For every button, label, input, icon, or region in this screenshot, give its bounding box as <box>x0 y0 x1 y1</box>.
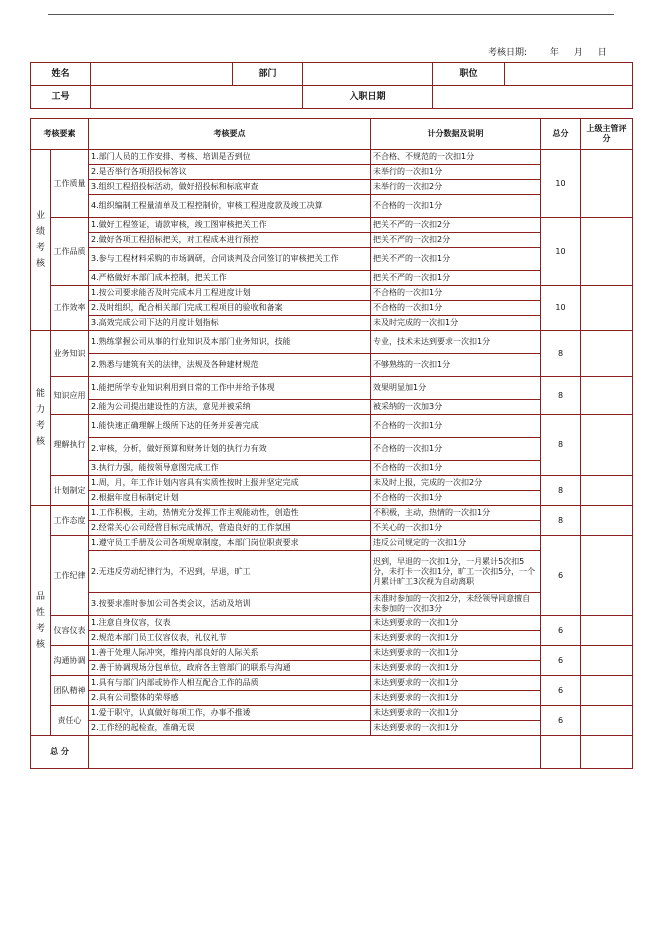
group-label: 知识应用 <box>51 377 89 415</box>
rule-cell: 不合格的一次扣1分 <box>371 195 541 218</box>
rule-cell: 把关不严的一次扣2分 <box>371 233 541 248</box>
group-score: 8 <box>541 377 581 415</box>
table-row <box>31 415 633 438</box>
rule-cell: 把关不严的一次扣1分 <box>371 248 541 271</box>
category-performance: 业绩考核 <box>31 150 51 331</box>
supervisor-score-input[interactable] <box>581 506 633 536</box>
group-label: 责任心 <box>51 706 89 736</box>
employee-info-table <box>30 62 633 109</box>
rule-cell: 未准时参加的一次扣2分，未经领导同意擅自未参加的一次扣3分 <box>371 593 541 616</box>
rule-cell: 不合格的一次扣1分 <box>371 491 541 506</box>
rule-cell: 把关不严的一次扣2分 <box>371 218 541 233</box>
header-score: 总分 <box>541 119 581 150</box>
point-cell: 2.审核，分析，做好预算和财务计划的执行力有效 <box>89 438 371 461</box>
header-points: 考核要点 <box>89 119 371 150</box>
header-supervisor: 上级主管评分 <box>581 119 633 150</box>
rule-cell: 不合格的一次扣1分 <box>371 438 541 461</box>
rule-cell: 违反公司规定的一次扣1分 <box>371 536 541 551</box>
supervisor-score-input[interactable] <box>581 415 633 476</box>
name-label: 姓名 <box>31 63 91 86</box>
category-ability: 能力考核 <box>31 331 51 506</box>
table-row <box>31 676 633 691</box>
rule-cell: 未及时上报，完成的一次扣2分 <box>371 476 541 491</box>
group-score: 6 <box>541 646 581 676</box>
point-cell: 2.根据年度目标制定计划 <box>89 491 371 506</box>
group-label: 仪容仪表 <box>51 616 89 646</box>
rule-cell: 不合格的一次扣1分 <box>371 301 541 316</box>
point-cell: 2.熟悉与建筑有关的法律，法规及各种建材规范 <box>89 354 371 377</box>
rule-cell: 不合格的一次扣1分 <box>371 415 541 438</box>
point-cell: 1.工作积极，主动，热情充分发挥工作主观能动性，创造性 <box>89 506 371 521</box>
table-row <box>31 150 633 165</box>
rule-cell: 未达到要求的一次扣1分 <box>371 661 541 676</box>
group-score: 8 <box>541 331 581 377</box>
category-quality: 品性考核 <box>31 506 51 736</box>
table-row <box>31 331 633 354</box>
table-row <box>31 646 633 661</box>
group-score: 6 <box>541 676 581 706</box>
group-label: 工作效率 <box>51 286 89 331</box>
date-label: 考核日期: <box>488 48 528 58</box>
point-cell: 2.做好各项工程招标把关，对工程成本进行预控 <box>89 233 371 248</box>
rule-cell: 未举行的一次扣1分 <box>371 165 541 180</box>
point-cell: 1.具有与部门内部或协作人相互配合工作的品质 <box>89 676 371 691</box>
group-score: 8 <box>541 415 581 476</box>
table-row <box>31 218 633 233</box>
name-value[interactable] <box>91 63 233 86</box>
dept-label: 部门 <box>233 63 303 86</box>
rule-cell: 未达到要求的一次扣1分 <box>371 706 541 721</box>
table-row <box>31 616 633 631</box>
assessment-date <box>488 45 609 58</box>
point-cell: 3.执行力强，能按领导意图完成工作 <box>89 461 371 476</box>
group-label: 计划制定 <box>51 476 89 506</box>
group-label: 业务知识 <box>51 331 89 377</box>
total-supervisor-score[interactable] <box>581 736 633 769</box>
table-row <box>31 377 633 400</box>
supervisor-score-input[interactable] <box>581 646 633 676</box>
point-cell: 2.无违反劳动纪律行为，不迟到，早退，旷工 <box>89 551 371 593</box>
group-score: 6 <box>541 616 581 646</box>
total-row <box>31 736 633 769</box>
table-row <box>31 286 633 301</box>
point-cell: 4.严格做好本部门成本控制，把关工作 <box>89 271 371 286</box>
group-score: 8 <box>541 506 581 536</box>
rule-cell: 未达到要求的一次扣1分 <box>371 691 541 706</box>
supervisor-score-input[interactable] <box>581 706 633 736</box>
rule-cell: 未达到要求的一次扣1分 <box>371 676 541 691</box>
group-label: 工作品质 <box>51 218 89 286</box>
rule-cell: 不够熟练的一次扣1分 <box>371 354 541 377</box>
point-cell: 3.高效完成公司下达的月度计划指标 <box>89 316 371 331</box>
supervisor-score-input[interactable] <box>581 331 633 377</box>
rule-cell: 迟到，早退的一次扣1分，一月累计5次扣5分，未打卡一次扣1分，旷工一次扣5分，一个月累计旷工3次视为自动离职 <box>371 551 541 593</box>
rule-cell: 被采纳的一次加3分 <box>371 400 541 415</box>
rule-cell: 未举行的一次扣2分 <box>371 180 541 195</box>
rule-cell: 不合格的一次扣1分 <box>371 461 541 476</box>
point-cell: 2.能为公司提出建设性的方法，意见并被采纳 <box>89 400 371 415</box>
id-value[interactable] <box>91 86 303 109</box>
point-cell: 2.经常关心公司经营目标完成情况，营造良好的工作氛围 <box>89 521 371 536</box>
point-cell: 2.是否举行各项招投标答议 <box>89 165 371 180</box>
table-header <box>31 119 633 150</box>
point-cell: 1.注意自身仪容，仪表 <box>89 616 371 631</box>
group-label: 团队精神 <box>51 676 89 706</box>
point-cell: 2.及时组织，配合相关部门完成工程项目的验收和备案 <box>89 301 371 316</box>
point-cell: 1.能快速正确理解上级所下达的任务并妥善完成 <box>89 415 371 438</box>
point-cell: 2.规范本部门员工仪容仪表，礼仪礼节 <box>89 631 371 646</box>
supervisor-score-input[interactable] <box>581 218 633 286</box>
rule-cell: 把关不严的一次扣1分 <box>371 271 541 286</box>
supervisor-score-input[interactable] <box>581 476 633 506</box>
point-cell: 1.遵守员工手册及公司各项规章制度，本部门岗位职责要求 <box>89 536 371 551</box>
total-label: 总 分 <box>31 736 89 769</box>
rule-cell: 不合格的一次扣1分 <box>371 286 541 301</box>
rule-cell: 不积极，主动，热情的一次扣1分 <box>371 506 541 521</box>
rule-cell: 专业，技术未达到要求一次扣1分 <box>371 331 541 354</box>
point-cell: 1.爱于职守，认真做好每项工作，办事不推诿 <box>89 706 371 721</box>
supervisor-score-input[interactable] <box>581 286 633 331</box>
date-year: 年 <box>549 48 559 58</box>
rule-cell: 未达到要求的一次扣1分 <box>371 631 541 646</box>
header-category: 考核要素 <box>31 119 89 150</box>
point-cell: 1.熟练掌握公司从事的行业知识及本部门业务知识，技能 <box>89 331 371 354</box>
point-cell: 1.周，月，年工作计划内容具有实质性按时上报并坚定完成 <box>89 476 371 491</box>
group-label: 沟通协调 <box>51 646 89 676</box>
hire-date-label: 入职日期 <box>303 86 433 109</box>
table-row <box>31 706 633 721</box>
total-score[interactable] <box>541 736 581 769</box>
point-cell: 3.组织工程招投标活动，做好招投标和标底审查 <box>89 180 371 195</box>
point-cell: 4.组织编制工程量清单及工程控制价，审核工程进度款及竣工决算 <box>89 195 371 218</box>
rule-cell: 不关心的一次扣1分 <box>371 521 541 536</box>
supervisor-score-input[interactable] <box>581 150 633 218</box>
group-score: 6 <box>541 536 581 616</box>
point-cell: 1.善于处理人际冲突，维持内部良好的人际关系 <box>89 646 371 661</box>
group-score: 6 <box>541 706 581 736</box>
point-cell: 1.部门人员的工作安排、考核、培训是否到位 <box>89 150 371 165</box>
dept-value[interactable] <box>303 63 433 86</box>
header-rules: 计分数据及说明 <box>371 119 541 150</box>
date-month: 月 <box>573 48 583 58</box>
point-cell: 2.具有公司整体的荣辱感 <box>89 691 371 706</box>
point-cell: 1.做好工程签证，请款审核，竣工图审核把关工作 <box>89 218 371 233</box>
rule-cell: 未达到要求的一次扣1分 <box>371 721 541 736</box>
id-label: 工号 <box>31 86 91 109</box>
point-cell: 2.善于协调现场分包单位，政府各主管部门的联系与沟通 <box>89 661 371 676</box>
supervisor-score-input[interactable] <box>581 377 633 415</box>
group-score: 10 <box>541 286 581 331</box>
table-row <box>31 536 633 551</box>
hire-date-value[interactable] <box>433 86 633 109</box>
group-label: 工作质量 <box>51 150 89 218</box>
point-cell: 3.参与工程材料采购的市场调研，合同谈判及合同签订的审核把关工作 <box>89 248 371 271</box>
table-row <box>31 476 633 491</box>
group-label: 工作纪律 <box>51 536 89 616</box>
group-score: 10 <box>541 150 581 218</box>
point-cell: 2.工作经的起检查，准确无误 <box>89 721 371 736</box>
group-label: 工作态度 <box>51 506 89 536</box>
rule-cell: 效果明显加1分 <box>371 377 541 400</box>
supervisor-score-input[interactable] <box>581 616 633 646</box>
position-label: 职位 <box>433 63 505 86</box>
point-cell: 1.按公司要求能否及时完成本月工程进度计划 <box>89 286 371 301</box>
group-label: 理解执行 <box>51 415 89 476</box>
point-cell: 1.能把所学专业知识利用到日常的工作中并给予体现 <box>89 377 371 400</box>
rule-cell: 未达到要求的一次扣1分 <box>371 616 541 631</box>
rule-cell: 未达到要求的一次扣1分 <box>371 646 541 661</box>
header-rule <box>48 14 614 15</box>
supervisor-score-input[interactable] <box>581 676 633 706</box>
assessment-table <box>30 118 633 769</box>
group-score: 10 <box>541 218 581 286</box>
rule-cell: 不合格、不规范的一次扣1分 <box>371 150 541 165</box>
table-row <box>31 506 633 521</box>
point-cell: 3.按要求准时参加公司各类会议，活动及培训 <box>89 593 371 616</box>
group-score: 8 <box>541 476 581 506</box>
total-value[interactable] <box>89 736 541 769</box>
supervisor-score-input[interactable] <box>581 536 633 616</box>
date-day: 日 <box>597 48 607 58</box>
position-value[interactable] <box>505 63 633 86</box>
rule-cell: 未及时完成的一次扣1分 <box>371 316 541 331</box>
